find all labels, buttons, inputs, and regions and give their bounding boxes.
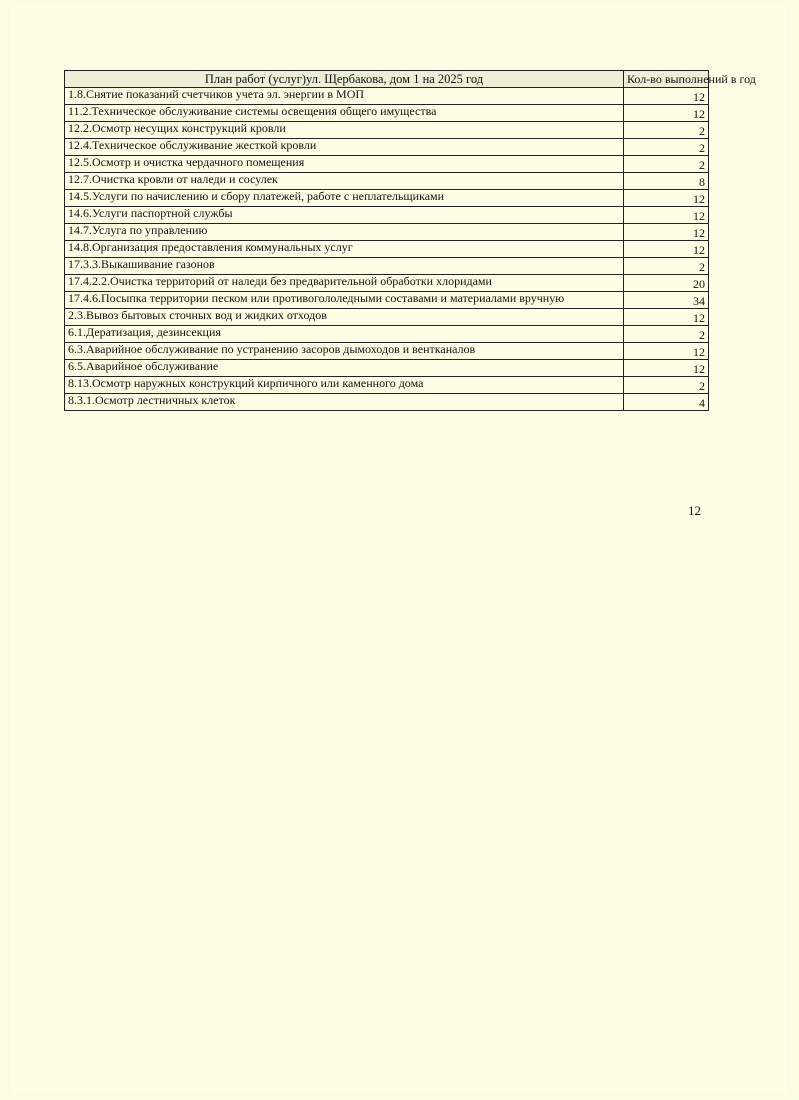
table-row (65, 156, 709, 173)
table-row (65, 241, 709, 258)
work-item-count: 12 (624, 360, 709, 377)
work-item-count: 8 (624, 173, 709, 190)
work-item-count: 12 (624, 207, 709, 224)
work-item-name: 12.7.Очистка кровли от наледи и сосулек (65, 173, 624, 190)
work-item-name: 8.13.Осмотр наружных конструкций кирпичного или каменного дома (65, 377, 624, 394)
work-item-name: 2.3.Вывоз бытовых сточных вод и жидких отходов (65, 309, 624, 326)
table-row (65, 326, 709, 343)
work-item-count: 20 (624, 275, 709, 292)
work-item-count: 12 (624, 105, 709, 122)
table-row (65, 258, 709, 275)
work-item-name: 1.8.Снятие показаний счетчиков учета эл. энергии в МОП (65, 88, 624, 105)
work-item-count: 2 (624, 139, 709, 156)
work-item-count: 2 (624, 122, 709, 139)
work-item-count: 12 (624, 241, 709, 258)
work-item-count: 2 (624, 258, 709, 275)
work-item-count: 2 (624, 156, 709, 173)
count-column-header: Кол-во выполнений в год (624, 71, 709, 88)
work-item-name: 17.3.3.Выкашивание газонов (65, 258, 624, 275)
work-plan-table (64, 70, 756, 411)
table-row (65, 139, 709, 156)
table-row (65, 122, 709, 139)
table-row (65, 360, 709, 377)
work-item-name: 14.8.Организация предоставления коммунальных услуг (65, 241, 624, 258)
table-row (65, 292, 709, 309)
table-row (65, 275, 709, 292)
work-item-name: 14.5.Услуги по начислению и сбору платежей, работе с неплательщиками (65, 190, 624, 207)
table-row (65, 207, 709, 224)
table-row (65, 173, 709, 190)
work-item-name: 6.1.Дератизация, дезинсекция (65, 326, 624, 343)
table-row (65, 309, 709, 326)
table-header-row (65, 71, 709, 88)
table-row (65, 190, 709, 207)
work-item-count: 12 (624, 343, 709, 360)
work-item-name: 14.7.Услуга по управлению (65, 224, 624, 241)
work-item-count: 2 (624, 326, 709, 343)
work-item-count: 12 (624, 88, 709, 105)
table-row (65, 377, 709, 394)
table-row (65, 224, 709, 241)
work-item-name: 12.5.Осмотр и очистка чердачного помещения (65, 156, 624, 173)
work-item-name: 6.3.Аварийное обслуживание по устранению засоров дымоходов и вентканалов (65, 343, 624, 360)
work-item-name: 17.4.2.2.Очистка территорий от наледи без предварительной обработки хлоридами (65, 275, 624, 292)
page-number: 12 (688, 503, 701, 518)
work-item-count: 12 (624, 190, 709, 207)
work-item-name: 8.3.1.Осмотр лестничных клеток (65, 394, 624, 411)
work-item-count: 2 (624, 377, 709, 394)
table-row (65, 394, 709, 411)
work-item-name: 17.4.6.Посыпка территории песком или противогололедными составами и материалами вручную (65, 292, 624, 309)
work-item-name: 14.6.Услуги паспортной службы (65, 207, 624, 224)
table-row (65, 105, 709, 122)
work-item-count: 4 (624, 394, 709, 411)
table-row (65, 88, 709, 105)
work-item-count: 34 (624, 292, 709, 309)
work-item-name: 6.5.Аварийное обслуживание (65, 360, 624, 377)
work-item-count: 12 (624, 309, 709, 326)
table-title: План работ (услуг)ул. Щербакова, дом 1 на 2025 год (65, 71, 624, 88)
work-item-name: 12.2.Осмотр несущих конструкций кровли (65, 122, 624, 139)
work-item-count: 12 (624, 224, 709, 241)
work-item-name: 12.4.Техническое обслуживание жесткой кровли (65, 139, 624, 156)
work-item-name: 11.2.Техническое обслуживание системы освещения общего имущества (65, 105, 624, 122)
table-row (65, 343, 709, 360)
